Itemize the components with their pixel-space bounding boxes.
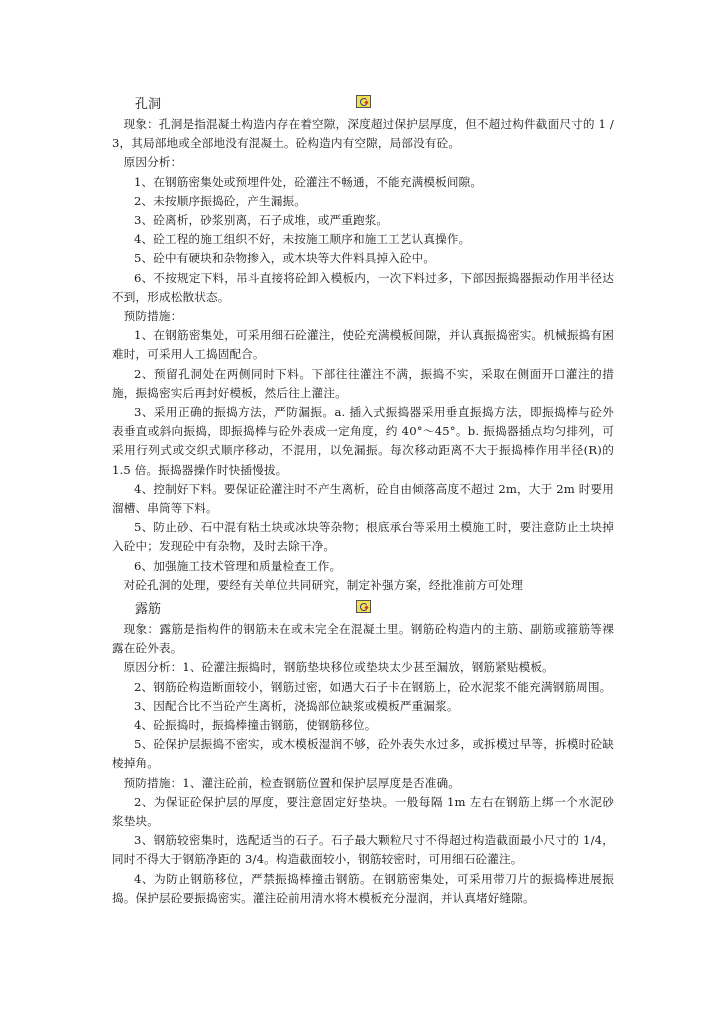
paragraph: 4、为防止钢筋移位，严禁振捣棒撞击钢筋。在钢筋密集处，可采用带刀片的振捣棒进展振捣。保护层砼要振捣密实。灌注砼前用清水将木模板充分湿润，并认真堵好缝隙。 — [112, 871, 614, 905]
paragraph: 4、控制好下料。要保证砼灌注时不产生离析，砼自由倾落高度不超过 2m，大于 2m 时要用溜槽、串筒等下料。 — [112, 481, 614, 516]
paragraph: 现象：孔洞是指混凝土构造内存在着空隙，深度超过保护层厚度，但不超过构件截面尺寸的 1 / 3，其局部地或全部地没有混凝土。砼构造内有空隙，局部没有砼。 — [112, 117, 614, 151]
paragraph: 3、砼离析，砂浆别离，石子成堆，或严重跑浆。 — [134, 213, 389, 228]
paragraph: 2、为保证砼保护层的厚度，要注意固定好垫块。一般每隔 1m 左右在钢筋上绑一个水泥砂浆垫块。 — [112, 794, 614, 829]
section-exposed-rebar — [112, 600, 614, 908]
section-heading-row — [112, 600, 614, 620]
paragraph: 3、钢筋较密集时，选配适当的石子。石子最大颗粒尺寸不得超过构造截面最小尺寸的 1/4，同时不得大于钢筋净距的 3/4。构造截面较小，钢筋较密时，可用细石砼灌注。 — [112, 833, 614, 867]
paragraph: 1、在钢筋密集处或预埋件处，砼灌注不畅通，不能充满模板间隙。 — [134, 174, 483, 189]
section-title: 露筋 — [135, 602, 162, 617]
section-holes — [112, 95, 614, 595]
section-title: 孔洞 — [135, 97, 162, 112]
paragraph: 2、预留孔洞处在两侧同时下料。下部往往灌注不满，振捣不实，采取在侧面开口灌注的措施，振捣密实后再封好模板，然后往上灌注。 — [112, 366, 614, 400]
paragraph: 2、未按顺序振捣砼，产生漏振。 — [134, 193, 306, 208]
paragraph: 预防措施： — [123, 309, 183, 324]
paragraph: 2、钢筋砼构造断面较小，钢筋过密，如遇大石子卡在钢筋上，砼水泥浆不能充满钢筋周围。 — [134, 679, 612, 694]
paragraph: 现象：露筋是指构件的钢筋未在或未完全在混凝土里。钢筋砼构造内的主筋、副筋或箍筋等裸露在砼外表。 — [112, 622, 614, 656]
paragraph: 5、砼中有硬块和杂物掺入，或木块等大件料具掉入砼中。 — [134, 251, 436, 266]
paragraph: 4、砼振捣时，振捣棒撞击钢筋，使钢筋移位。 — [134, 718, 377, 733]
paragraph: 4、砼工程的施工组织不好，未按施工顺序和施工工艺认真操作。 — [134, 232, 471, 247]
section-body — [112, 620, 614, 908]
paragraph: 6、不按规定下料，吊斗直接将砼卸入模板内，一次下料过多，下部因振捣器振动作用半径达不到，形成松散状态。 — [112, 270, 614, 304]
paragraph: 3、因配合比不当砼产生离析，浇捣部位缺浆或模板严重漏浆。 — [134, 698, 459, 713]
section-heading-row — [112, 95, 614, 115]
paragraph: 5、防止砂、石中混有粘土块或冰块等杂物；根底承台等采用土模施工时，要注意防止土块掉入砼中；发现砼中有杂物，及时去除干净。 — [112, 520, 614, 554]
paragraph: 预防措施：1、灌注砼前，检查钢筋位置和保护层厚度是否准确。 — [123, 775, 460, 790]
note-icon[interactable] — [356, 600, 371, 613]
paragraph: 6、加强施工技术管理和质量检查工作。 — [134, 558, 342, 573]
paragraph: 5、砼保护层振捣不密实，或木模板湿润不够，砼外表失水过多，或拆模过早等，拆模时砼缺棱掉角。 — [112, 737, 614, 771]
paragraph: 原因分析：1、砼灌注振捣时，钢筋垫块移位或垫块太少甚至漏放，钢筋紧贴模板。 — [123, 660, 554, 675]
paragraph: 3、采用正确的振捣方法，严防漏振。a. 插入式振捣器采用垂直振捣方法，即振捣棒与砼外表垂直或斜向振捣，即振捣棒与砼外表成一定角度，约 40°～45°。b. 振捣器插点均匀排列，可采用行列式或交织式顺序移动，不混用，以免漏振。每次移动距离不大于振捣棒作用半径(R)的 1.5 倍。振捣器操作时快插慢拔。 — [112, 405, 614, 477]
note-icon[interactable] — [356, 95, 371, 108]
paragraph: 1、在钢筋密集处，可采用细石砼灌注，使砼充满模板间隙，并认真振捣密实。机械振捣有困难时，可采用人工捣固配合。 — [112, 328, 614, 362]
paragraph: 对砼孔洞的处理，要经有关单位共同研究，制定补强方案，经批准前方可处理 — [123, 577, 523, 592]
section-body — [112, 115, 614, 595]
paragraph: 原因分析： — [123, 155, 183, 170]
